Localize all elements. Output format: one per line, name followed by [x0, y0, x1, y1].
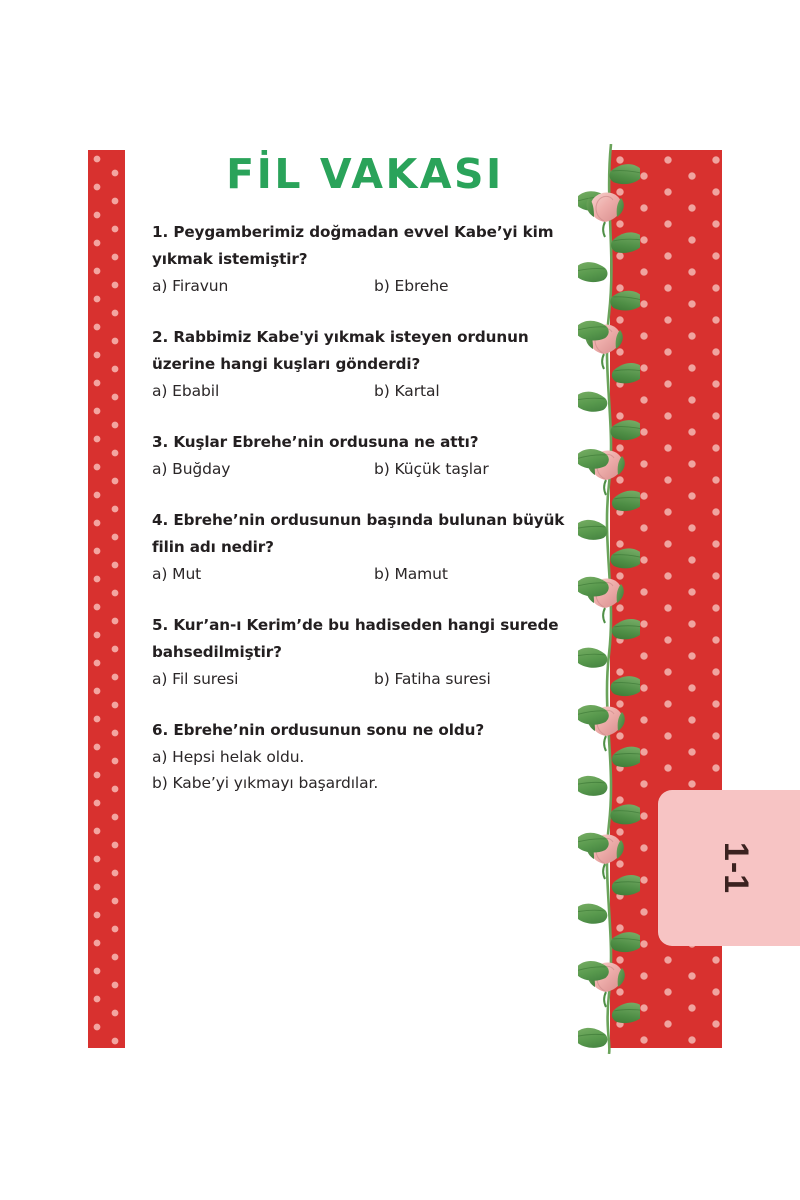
question-list — [152, 219, 572, 797]
option-a[interactable]: a) Firavun — [152, 277, 229, 296]
option-a[interactable]: a) Fil suresi — [152, 669, 239, 688]
option-row — [152, 666, 572, 693]
question-text: 6. Ebrehe’nin ordusunun sonu ne oldu? — [152, 720, 485, 739]
worksheet-content — [152, 152, 572, 797]
option-a[interactable]: a) Ebabil — [152, 382, 220, 401]
question-text: yıkmak istemiştir? — [152, 250, 308, 269]
option-a[interactable]: a) Hepsi helak oldu. — [152, 747, 305, 766]
page-number-badge — [658, 790, 800, 946]
option-row — [152, 378, 572, 405]
left-polka-dot-stripe — [88, 150, 125, 1048]
page-number-label: 1-1 — [717, 841, 756, 895]
question-text: filin adı nedir? — [152, 537, 274, 556]
page-title: FİL VAKASI — [226, 150, 504, 198]
option-row — [152, 456, 572, 483]
floral-vine-icon — [578, 144, 640, 1054]
question-block — [152, 219, 572, 300]
option-b[interactable]: b) Ebrehe — [374, 277, 449, 296]
question-text: üzerine hangi kuşları gönderdi? — [152, 355, 421, 374]
question-block — [152, 507, 572, 588]
question-text: 1. Peygamberimiz doğmadan evvel Kabe’yi kim — [152, 223, 554, 242]
question-text: bahsedilmiştir? — [152, 642, 282, 661]
option-row — [152, 273, 572, 300]
question-block — [152, 612, 572, 693]
option-a[interactable]: a) Buğday — [152, 460, 231, 479]
option-row — [152, 744, 572, 797]
option-b[interactable]: b) Fatiha suresi — [374, 669, 491, 688]
question-block — [152, 717, 572, 797]
option-a[interactable]: a) Mut — [152, 565, 202, 584]
question-text: 5. Kur’an-ı Kerim’de bu hadiseden hangi surede — [152, 615, 559, 634]
question-block — [152, 429, 572, 483]
option-b[interactable]: b) Mamut — [374, 565, 448, 584]
option-b[interactable]: b) Kartal — [374, 382, 440, 401]
option-row — [152, 561, 572, 588]
question-text: 2. Rabbimiz Kabe'yi yıkmak isteyen ordunun — [152, 328, 529, 347]
option-b[interactable]: b) Kabe’yi yıkmayı başardılar. — [152, 774, 379, 793]
option-b[interactable]: b) Küçük taşlar — [374, 460, 489, 479]
question-text: 4. Ebrehe’nin ordusunun başında bulunan büyük — [152, 510, 565, 529]
question-text: 3. Kuşlar Ebrehe’nin ordusuna ne attı? — [152, 432, 479, 451]
question-block — [152, 324, 572, 405]
